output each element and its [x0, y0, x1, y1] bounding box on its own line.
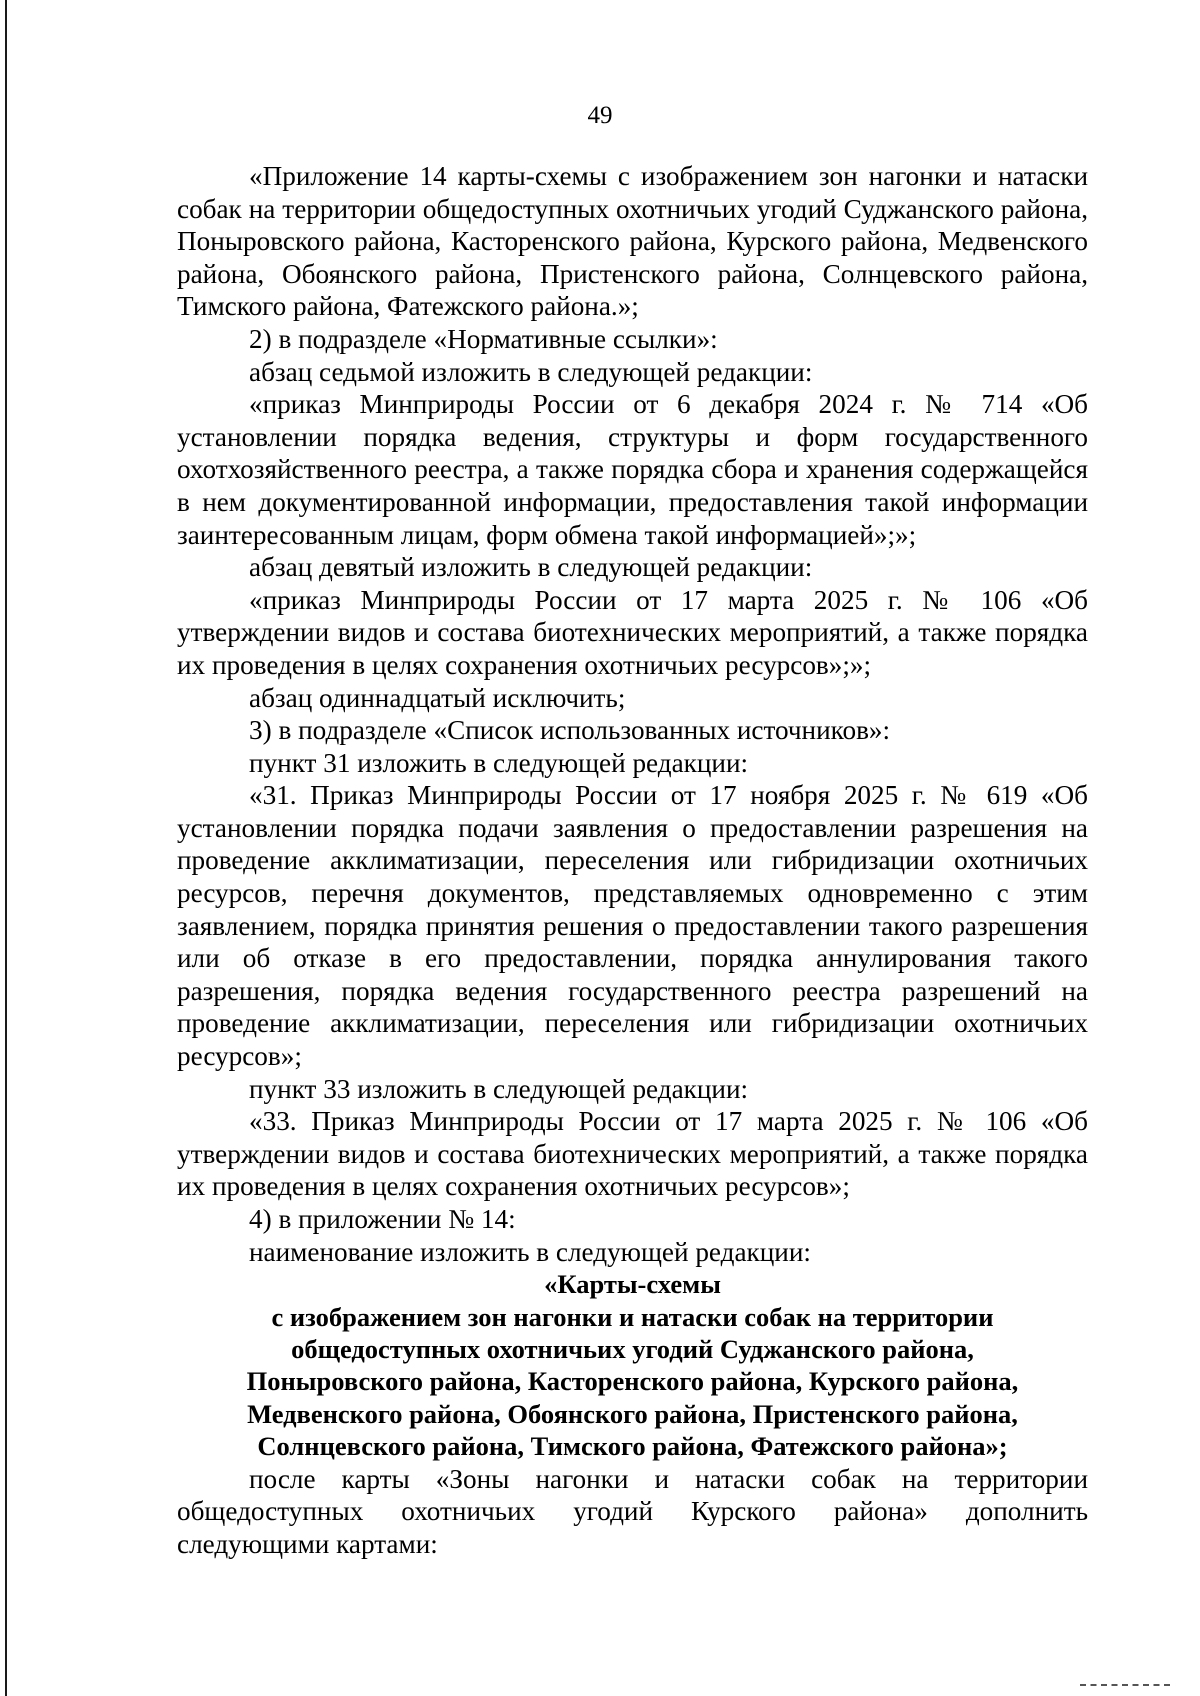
document-body [177, 160, 1088, 1560]
maps-heading-line: общедоступных охотничьих угодий Суджанского района, [291, 1334, 974, 1364]
paragraph-eleventh-exclusion: абзац одиннадцатый исключить; [249, 682, 626, 713]
maps-heading [177, 1268, 1088, 1462]
page-number: 49 [587, 102, 613, 129]
maps-heading-line: «Карты-схемы [544, 1269, 721, 1300]
item-2-normative-references: 2) в подразделе «Нормативные ссылки»: [249, 323, 718, 354]
point-33-text: «33. Приказ Минприроды России от 17 марта 2025 г. № 106 «Об утверждении видов и состава биотехнических мероприятий, а также порядка их проведения в целях сохранения охотничьих ресурсов»; [177, 1106, 1088, 1202]
order-106-text: «приказ Минприроды России от 17 марта 2025 г. № 106 «Об утверждении видов и состава биотехнических мероприятий, а также порядка их проведения в целях сохранения охотничьих ресурсов»;»; [177, 584, 1088, 680]
point-33-instruction: пункт 33 изложить в следующей редакции: [249, 1073, 749, 1104]
closing-paragraph: после карты «Зоны нагонки и натаски собак на территории общедоступных охотничьих угодий Курского района» дополнить следующими картами: [177, 1463, 1088, 1559]
point-31-instruction: пункт 31 изложить в следующей редакции: [249, 747, 749, 778]
item-3-sources-list: 3) в подразделе «Список использованных источников»: [249, 715, 891, 746]
appendix-title-paragraph: «Приложение 14 карты-схемы с изображением зон нагонки и натаски собак на территории общедоступных охотничьих угодий Суджанского района, Поныровского района, Касторенского района, Курского района, Медвенского района, Обоянского района, Пристенского района, Солнцевского района, Тимского района, Фатежского района.»; [177, 161, 1088, 322]
maps-heading-line: Медвенского района, Обоянского района, Пристенского района, [247, 1398, 1018, 1429]
point-31-text: «31. Приказ Минприроды России от 17 ноября 2025 г. № 619 «Об установлении порядка подачи заявления о предоставлении разрешения на проведение акклиматизации, переселения или гибридизации охотничьих ресурсов, перечня документов, представляемых одновременно с этим заявлением, порядка принятия решения о предоставлении такого разрешения или об отказе в его предоставлении, порядка аннулирования такого разрешения, порядка ведения государственного реестра разрешений на проведение акклиматизации, переселения или гибридизации охотничьих ресурсов»; [177, 780, 1088, 1072]
item-4-appendix-14: 4) в приложении № 14: [249, 1204, 516, 1234]
name-instruction: наименование изложить в следующей редакции: [249, 1236, 811, 1267]
maps-heading-line: с изображением зон нагонки и натаски собак на территории [271, 1301, 994, 1332]
scan-left-edge [5, 0, 7, 1696]
paragraph-seventh-instruction: абзац седьмой изложить в следующей редакции: [249, 356, 813, 387]
maps-heading-line: Солнцевского района, Тимского района, Фатежского района»; [257, 1431, 1008, 1462]
order-714-text: «приказ Минприроды России от 6 декабря 2024 г. № 714 «Об установлении порядка ведения, структуры и форм государственного охотхозяйственного реестра, а также порядка сбора и хранения содержащейся в нем документированной информации, предоставления такой информации заинтересованным лицам, форм обмена такой информацией»;»; [177, 389, 1088, 550]
paragraph-ninth-instruction: абзац девятый изложить в следующей редакции: [249, 552, 813, 583]
scan-bottom-mark [1080, 1684, 1170, 1686]
maps-heading-line: Поныровского района, Касторенского района, Курского района, [246, 1366, 1019, 1397]
